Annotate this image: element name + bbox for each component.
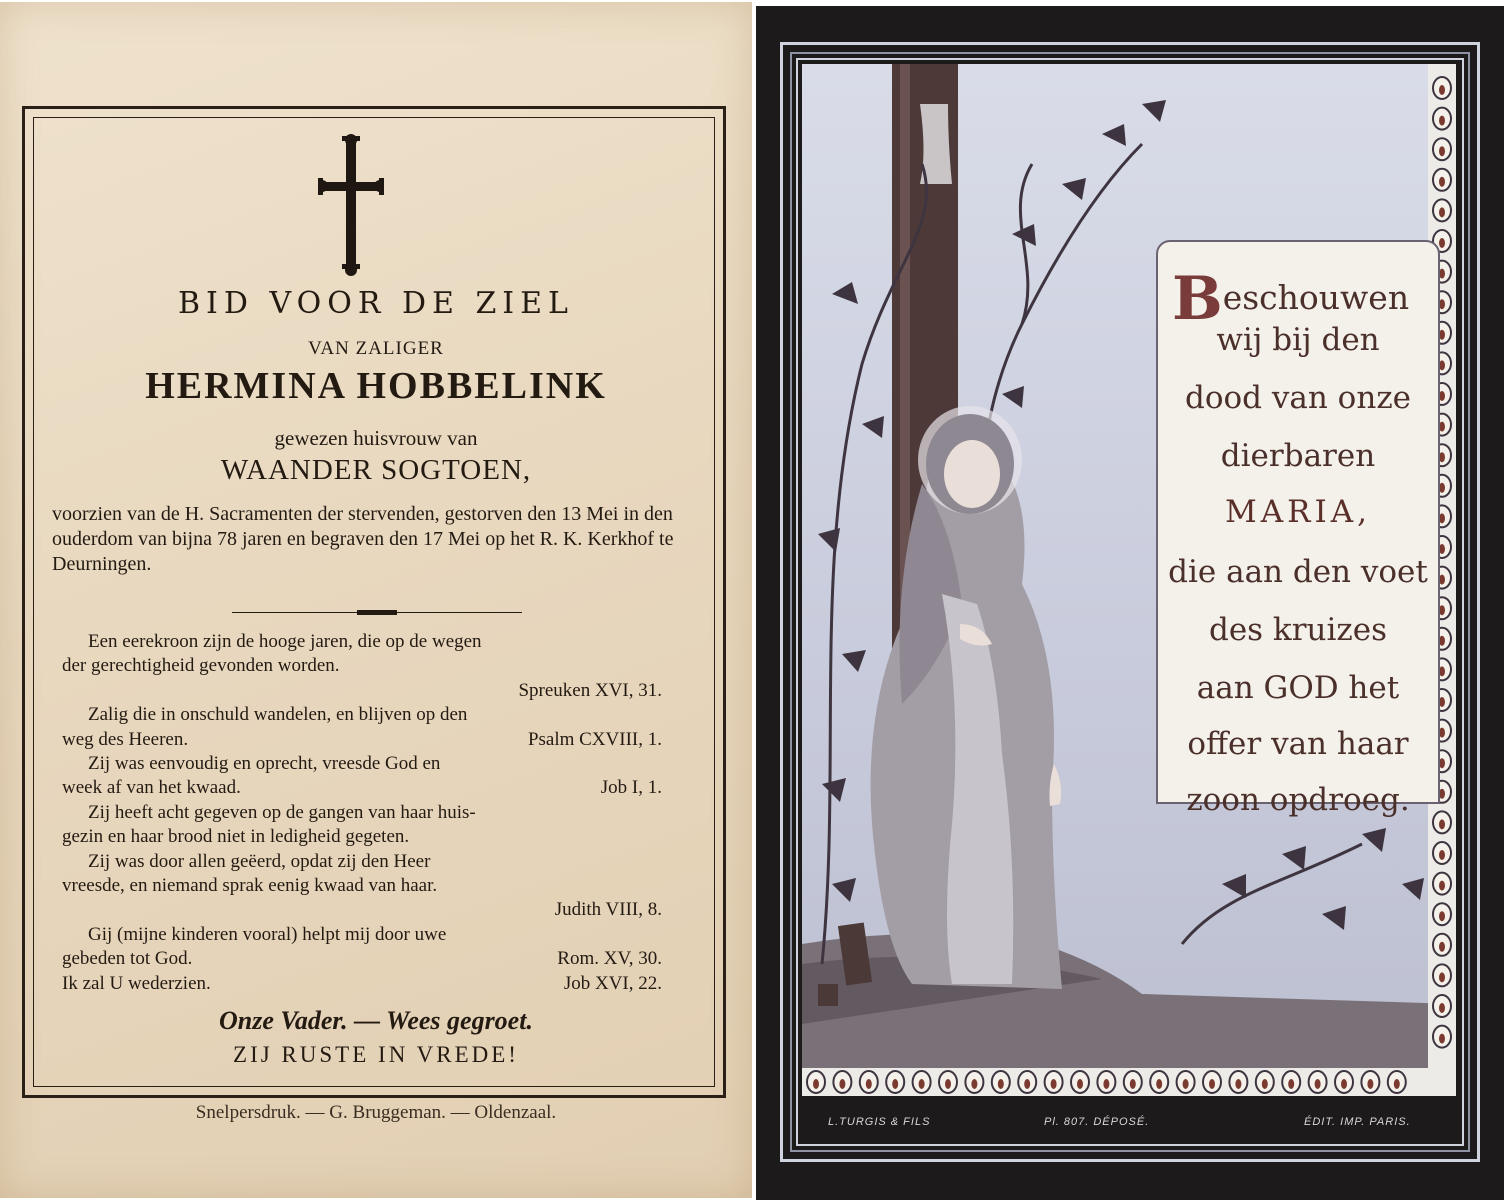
publisher-name: L.TURGIS & FILS [828, 1116, 931, 1128]
quote-line: Zij was door allen geëerd, opdat zij den Heer [88, 850, 431, 872]
quote-reference: Job I, 1. [600, 777, 662, 799]
ornament-drop [1439, 116, 1445, 126]
ornament-drop [1439, 972, 1445, 982]
ornament-drop [1051, 1079, 1057, 1089]
verse-line: zoon opdroeg. [1186, 782, 1410, 818]
verse-line: des kruizes [1208, 612, 1388, 648]
devotional-illustration [802, 64, 1456, 1096]
plate-number: Pl. 807. DÉPOSÉ. [1044, 1116, 1150, 1128]
van-zaliger-label: VAN ZALIGER [308, 338, 444, 359]
ornament-drop [1439, 850, 1445, 860]
death-details: voorzien van de H. Sacramenten der stervenden, gestorven den 13 Mei in den ouderdom van bijna 78 jaren en begraven den 17 Mei op het R. K. Kerkhof te Deurningen. [52, 503, 674, 575]
quote-line: weg des Heeren. [62, 728, 189, 750]
publisher-city: ÉDIT. IMP. PARIS. [1304, 1116, 1411, 1128]
ornament-drop [1288, 1079, 1294, 1089]
relation-label: gewezen huisvrouw van [274, 426, 478, 450]
quote-reference: Psalm CXVIII, 1. [527, 728, 662, 750]
ornament-drop [1439, 1003, 1445, 1013]
ornamental-divider [232, 610, 522, 616]
quote-line: week af van het kwaad. [62, 777, 241, 799]
closing-prayer: Onze Vader. — Wees gegroet. [219, 1006, 533, 1035]
printer-credit: Snelpersdruk. — G. Bruggeman. — Oldenzaal. [195, 1102, 557, 1123]
quote-line: Gij (mijne kinderen vooral) helpt mij door uwe [88, 923, 447, 945]
ornament-drop [1439, 881, 1445, 891]
ornament-drop [1341, 1079, 1347, 1089]
verse-line: wij bij den [1216, 322, 1380, 358]
rest-in-peace: ZIJ RUSTE IN VREDE! [233, 1042, 519, 1067]
verse-name-line: MARIA, [1225, 494, 1371, 530]
ornament-drop [1439, 207, 1445, 217]
quote-reference: Spreuken XVI, 31. [518, 679, 662, 701]
ornament-drop [919, 1079, 925, 1089]
ornament-drop [998, 1079, 1004, 1089]
ornament-drop [813, 1079, 819, 1089]
ornament-drop [1156, 1079, 1162, 1089]
ornament-drop [1209, 1079, 1215, 1089]
quote-line: gezin en haar brood niet in ledigheid gegeten. [62, 826, 410, 848]
ornament-drop [1130, 1079, 1136, 1089]
quote-line: Zalig die in onschuld wandelen, en blijven op den [88, 704, 468, 726]
ornament-drop [1439, 177, 1445, 187]
ornament-drop [1439, 1034, 1445, 1044]
ornament-drop [866, 1079, 872, 1089]
verse-panel [1156, 240, 1440, 818]
cross-icon [318, 134, 384, 276]
quote-reference: Judith VIII, 8. [554, 899, 662, 921]
ornament-drop [1235, 1079, 1241, 1089]
quote-line: gebeden tot God. [62, 948, 193, 970]
ornament-drop [1077, 1079, 1083, 1089]
quote-line: vreesde, en niemand sprak eenig kwaad van haar. [62, 875, 438, 896]
verse-line: die aan den voet [1168, 554, 1428, 590]
ornament-drop [1439, 146, 1445, 156]
ornament-drop [1315, 1079, 1321, 1089]
decorated-initial: B [1172, 264, 1223, 334]
quote-reference: Job XVI, 22. [563, 972, 662, 994]
ornament-drop [945, 1079, 951, 1089]
quote-reference: Rom. XV, 30. [557, 948, 662, 970]
verse-line: dood van onze [1185, 380, 1411, 416]
ornament-drop [1439, 942, 1445, 952]
memorial-card-text-side [0, 2, 752, 1198]
ornament-drop [1262, 1079, 1268, 1089]
quote-line: der gerechtigheid gevonden worden. [62, 655, 340, 677]
quote-line: Een eerekroon zijn de hooge jaren, die op de wegen [88, 631, 482, 652]
ornament-drop [1367, 1079, 1373, 1089]
devotional-image-side [756, 6, 1504, 1200]
ornament-drop [1439, 85, 1445, 95]
verse-line: offer van haar [1187, 726, 1409, 762]
verse-text: eschouwen [1222, 278, 1410, 317]
ornament-drop [1394, 1079, 1400, 1089]
ornament-drop [1024, 1079, 1030, 1089]
ornament-drop [971, 1079, 977, 1089]
ornament-drop [1103, 1079, 1109, 1089]
quote-line: Zij was eenvoudig en oprecht, vreesde God en [88, 753, 441, 774]
quote-line: Zij heeft acht gegeven op de gangen van haar huis- [88, 801, 476, 823]
quote-line: Ik zal U wederzien. [62, 972, 211, 994]
spouse-name: WAANDER SOGTOEN, [220, 454, 532, 486]
card-title: BID VOOR DE ZIEL [178, 286, 574, 321]
verse-line: aan GOD het [1196, 670, 1400, 706]
ornament-drop [839, 1079, 845, 1089]
deceased-name: HERMINA HOBBELINK [145, 365, 607, 407]
ornament-drop [1439, 238, 1445, 248]
verse-line: dierbaren [1220, 438, 1376, 474]
ornament-drop [1439, 819, 1445, 829]
ornament-drop [892, 1079, 898, 1089]
ornament-drop [1183, 1079, 1189, 1089]
ornament-drop [1439, 911, 1445, 921]
